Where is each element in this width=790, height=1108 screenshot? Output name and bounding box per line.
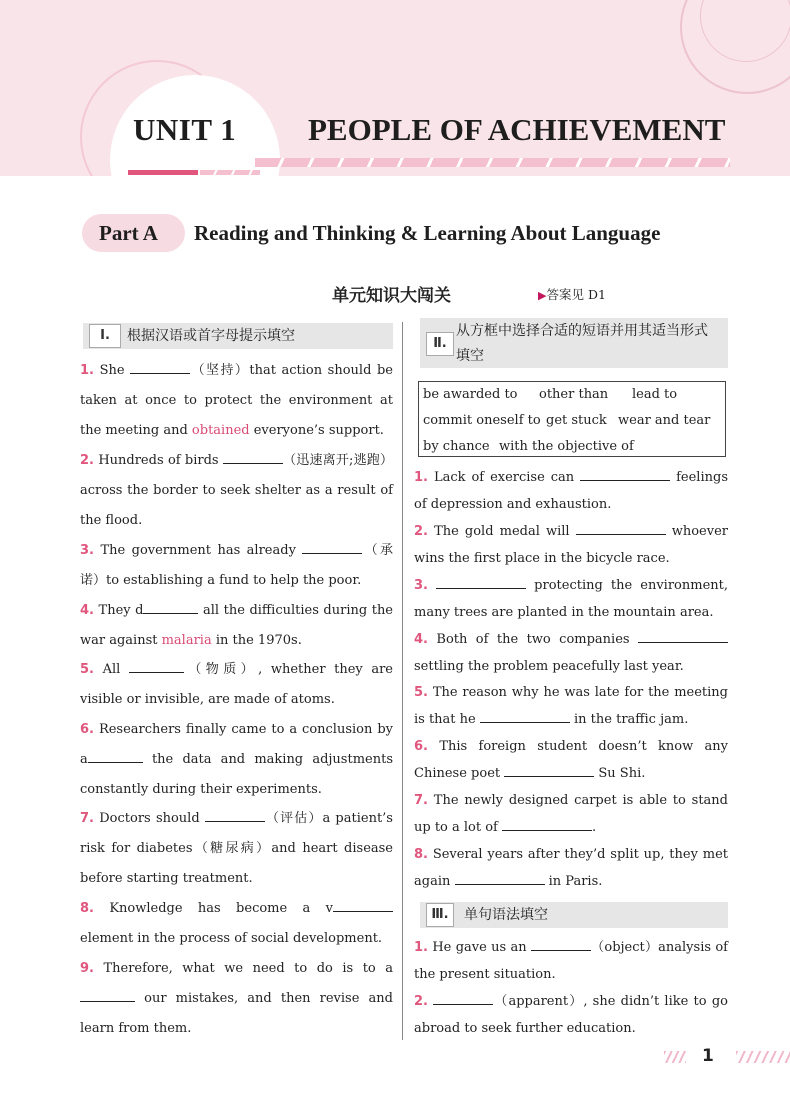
question-number: 4. [80, 603, 94, 618]
answer-blank[interactable] [455, 870, 545, 885]
question-item [80, 715, 393, 805]
page-number: 1 [702, 1046, 714, 1066]
highlighted-word: malaria [161, 633, 212, 648]
part-label: Part A [99, 221, 158, 245]
question-number: 5. [414, 685, 428, 700]
answer-blank[interactable] [580, 466, 670, 481]
question-item [414, 787, 728, 841]
question-text: feelings of depression and exhaustion. [414, 470, 728, 512]
question-text: element in the process of social development. [80, 931, 383, 946]
question-text: Hundreds of birds [98, 453, 223, 468]
phrase-option: lead to [632, 387, 678, 402]
question-number: 8. [414, 847, 428, 862]
question-item [414, 679, 728, 733]
question-item [414, 572, 728, 626]
answer-blank[interactable] [129, 658, 184, 673]
question-item [414, 841, 728, 895]
section-number: Ⅱ. [426, 332, 454, 356]
section-title: 单句语法填空 [464, 907, 548, 923]
question-text: This foreign student doesn’t know any Chinese poet [414, 739, 728, 781]
question-text: Su Shi. [594, 766, 646, 781]
answer-note [538, 285, 606, 303]
question-number: 2. [414, 994, 428, 1009]
question-item [80, 446, 393, 536]
question-item [414, 988, 728, 1042]
question-number: 3. [80, 543, 94, 558]
question-item [80, 804, 393, 894]
column-divider [402, 322, 403, 1040]
question-text: He gave us an [432, 940, 531, 955]
question-text: the data and making adjustments constantly during their experiments. [80, 752, 393, 797]
question-number: 2. [80, 453, 94, 468]
question-text: Therefore, what we need to do is to a [103, 961, 393, 976]
question-text: in the traffic jam. [569, 712, 689, 727]
question-item [80, 356, 393, 446]
question-item [80, 536, 393, 596]
section-header [420, 902, 728, 928]
question-item [80, 894, 393, 954]
question-text: （承诺）to establishing a fund to help the poor. [80, 543, 393, 588]
question-number: 6. [80, 722, 94, 737]
section-number: Ⅰ. [89, 324, 121, 348]
question-number: 5. [80, 662, 94, 677]
answer-blank[interactable] [88, 748, 143, 763]
answer-blank[interactable] [302, 539, 362, 554]
question-item [80, 954, 393, 1044]
question-text: She [99, 363, 131, 378]
unit-title: PEOPLE OF ACHIEVEMENT [308, 112, 726, 147]
section-title: 从方框中选择合适的短语并用其适当形式 [456, 323, 708, 339]
question-text: in the 1970s. [211, 633, 302, 648]
question-text: . [592, 820, 597, 835]
answer-blank[interactable] [433, 990, 493, 1005]
answer-blank[interactable] [576, 520, 666, 535]
question-text: （迅速离开;逃跑）across the border to seek shelter as a result of the flood. [80, 453, 393, 528]
question-text: The gold medal will [434, 524, 576, 539]
question-text: All [102, 662, 129, 677]
question-item [414, 464, 728, 518]
section-title: 根据汉语或首字母提示填空 [127, 328, 295, 344]
question-number: 8. [80, 901, 94, 916]
question-text: The government has already [100, 543, 303, 558]
question-item [414, 518, 728, 572]
question-text: Researchers finally came to a conclusion by a [80, 722, 393, 767]
phrase-box [418, 381, 726, 457]
section-header [420, 318, 728, 368]
answer-blank[interactable] [205, 807, 265, 822]
section-title: 填空 [456, 348, 484, 364]
question-number: 6. [414, 739, 428, 754]
answer-blank[interactable] [143, 599, 198, 614]
question-text: Both of the two companies [436, 632, 638, 647]
question-text: The reason why he was late for the meeting is that he [414, 685, 728, 727]
question-text: whoever wins the first place in the bicycle race. [414, 524, 728, 566]
phrase-option: with the objective of [499, 439, 634, 454]
section-header [83, 323, 393, 349]
question-item [414, 733, 728, 787]
phrase-option: be awarded to [423, 387, 518, 402]
answer-blank[interactable] [333, 897, 393, 912]
answer-blank[interactable] [80, 987, 135, 1002]
question-number: 1. [414, 470, 428, 485]
question-text: Lack of exercise can [433, 470, 581, 485]
question-number: 1. [414, 940, 428, 955]
answer-note-text: 答案见 D1 [546, 287, 606, 302]
question-number: 7. [414, 793, 428, 808]
triangle-icon: ▶ [538, 289, 547, 302]
answer-blank[interactable] [223, 449, 283, 464]
question-text: our mistakes, and then revise and learn from them. [80, 991, 393, 1036]
answer-blank[interactable] [502, 816, 592, 831]
section-number: Ⅲ. [426, 903, 454, 927]
question-text: （object）analysis of the present situation. [414, 940, 728, 982]
answer-blank[interactable] [436, 574, 526, 589]
question-text: Several years after they’d split up, they met again [414, 847, 728, 889]
answer-blank[interactable] [480, 708, 570, 723]
question-text: They d [98, 603, 144, 618]
phrase-option: wear and tear [618, 413, 711, 428]
unit-number: UNIT 1 [133, 112, 237, 147]
question-item [414, 626, 728, 680]
decor-stripe [255, 158, 730, 167]
decor-stripe [128, 170, 198, 175]
question-item [414, 934, 728, 988]
question-text: （坚持）that action should be taken at once to protect the environment at the meeting and [80, 363, 393, 438]
question-text: protecting the environment, many trees are planted in the mountain area. [414, 578, 728, 620]
question-text: all the difficulties during the war against [80, 603, 394, 648]
question-number: 3. [414, 578, 428, 593]
part-title: Reading and Thinking & Learning About Language [194, 221, 661, 245]
question-text: （apparent）, she didn’t like to go abroad to seek further education. [414, 994, 729, 1036]
question-text: The newly designed carpet is able to stand up to a lot of [414, 793, 728, 835]
question-item [80, 596, 393, 656]
section-subtitle: 单元知识大闯关 [332, 286, 451, 306]
page-header [0, 0, 790, 176]
answer-blank[interactable] [130, 359, 190, 374]
question-number: 4. [414, 632, 428, 647]
question-number: 7. [80, 811, 94, 826]
phrase-option: commit oneself to [423, 413, 541, 428]
decor-stripe [200, 170, 260, 175]
question-text: （物质）, whether they are visible or invisible, are made of atoms. [80, 662, 393, 707]
phrase-option: by chance [423, 439, 490, 454]
question-text: Doctors should [99, 811, 205, 826]
question-number: 9. [80, 961, 94, 976]
answer-blank[interactable] [638, 628, 728, 643]
phrase-option: other than [539, 387, 609, 402]
decor-stripe [664, 1051, 686, 1063]
highlighted-word: obtained [191, 423, 250, 438]
question-text: Knowledge has become a v [109, 901, 333, 916]
question-text: everyone’s support. [249, 423, 384, 438]
decor-stripe [736, 1051, 790, 1063]
question-number: 1. [80, 363, 94, 378]
answer-blank[interactable] [531, 936, 591, 951]
question-text: in Paris. [544, 874, 603, 889]
question-text: （评估）a patient’s risk for diabetes（糖尿病）and heart disease before starting treatment. [80, 811, 393, 886]
question-text: settling the problem peacefully last year. [414, 659, 684, 674]
phrase-option: get stuck [546, 413, 607, 428]
question-number: 2. [414, 524, 428, 539]
answer-blank[interactable] [504, 762, 594, 777]
question-item [80, 655, 393, 715]
